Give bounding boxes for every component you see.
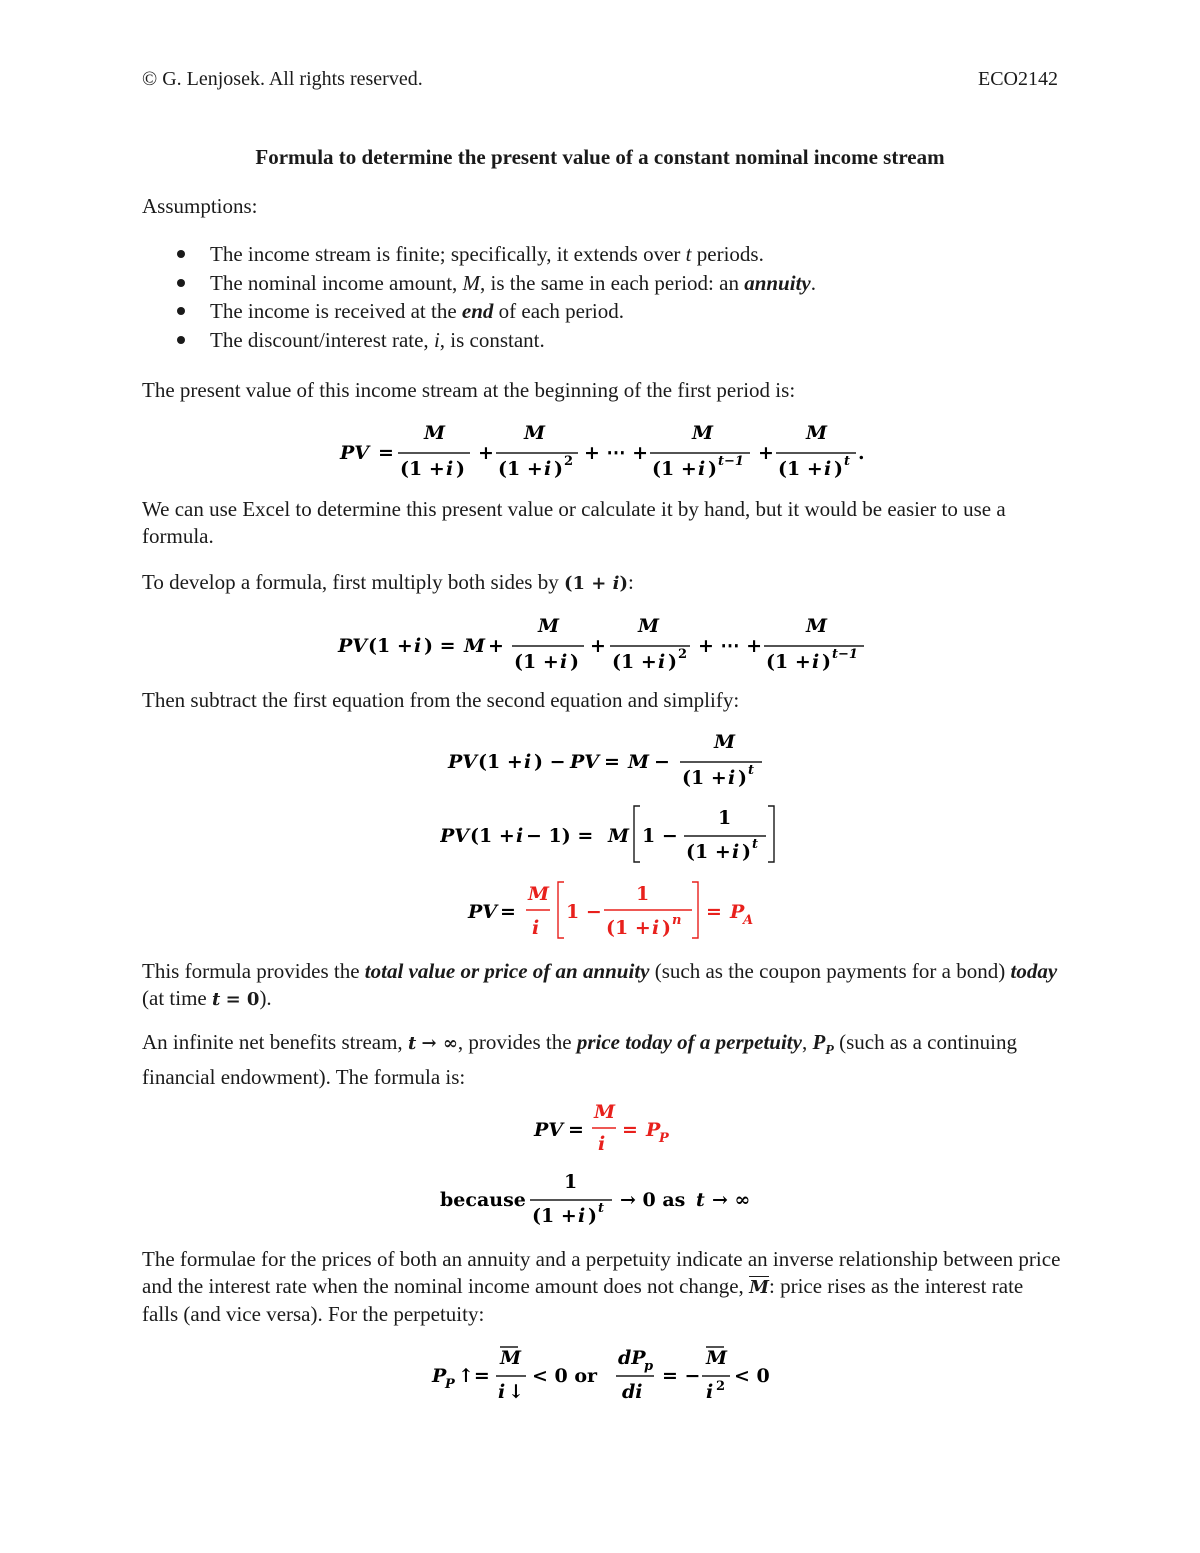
equation-factored	[440, 802, 800, 872]
svg-text:i: i	[532, 917, 540, 939]
svg-text:=: =	[500, 901, 516, 923]
svg-text:P: P	[646, 1119, 661, 1141]
svg-text:−: −	[654, 751, 670, 773]
paragraph-excel-note: We can use Excel to determine this present value or calculate it by hand, but it would be easier to use a formula.	[142, 497, 1006, 548]
copyright-header: © G. Lenjosek. All rights reserved.	[142, 68, 423, 90]
svg-text:): )	[588, 1205, 597, 1227]
svg-text:+ ⋯ +: + ⋯ +	[698, 635, 763, 657]
svg-text:PV: PV	[448, 751, 478, 773]
paragraph-subtract: Then subtract the first equation from the second equation and simplify:	[142, 688, 740, 712]
svg-text:M: M	[500, 1347, 522, 1369]
svg-text:): )	[668, 651, 677, 673]
svg-text:(1 +: (1 +	[470, 825, 515, 847]
svg-text:→ 0 as: → 0 as	[620, 1189, 686, 1211]
svg-text:i: i	[578, 1205, 586, 1227]
svg-text:(1 +: (1 +	[766, 651, 811, 673]
svg-text:) −: ) −	[534, 751, 566, 773]
assumptions-list	[142, 240, 816, 354]
svg-text:↓: ↓	[508, 1381, 524, 1403]
svg-text:1 −: 1 −	[566, 901, 602, 923]
svg-text:p: p	[644, 1359, 654, 1374]
svg-text:i: i	[706, 1381, 714, 1403]
equation-difference	[440, 728, 780, 796]
svg-text:(1 +: (1 +	[778, 458, 823, 480]
svg-text:M: M	[524, 422, 546, 444]
svg-text:→ ∞: → ∞	[712, 1189, 751, 1211]
equation-pv-times-factor	[330, 608, 870, 680]
svg-text:PV: PV	[534, 1119, 564, 1141]
paragraph-present-value-intro: The present value of this income stream at the beginning of the first period is:	[142, 378, 796, 402]
svg-text:i: i	[598, 1133, 606, 1155]
svg-text:(1 +: (1 +	[498, 458, 543, 480]
svg-text:P: P	[659, 1131, 669, 1146]
svg-text:1 −: 1 −	[642, 825, 678, 847]
svg-text:M: M	[714, 731, 736, 753]
svg-text:): )	[822, 651, 831, 673]
list-item: The nominal income amount, M, is the same in each period: an annuity.	[142, 269, 816, 298]
svg-text:M: M	[692, 422, 714, 444]
svg-text:M: M	[638, 615, 660, 637]
svg-text:M: M	[464, 635, 486, 657]
svg-text:= −: = −	[662, 1365, 701, 1387]
svg-text:i: i	[658, 651, 666, 673]
svg-text:n: n	[672, 913, 682, 928]
svg-text:t−1: t−1	[718, 454, 744, 469]
svg-text:t: t	[752, 837, 759, 852]
svg-text:(1 +: (1 +	[606, 917, 651, 939]
svg-text:M: M	[806, 615, 828, 637]
course-code-header: ECO2142	[978, 68, 1058, 90]
svg-text:i: i	[652, 917, 660, 939]
equation-derivative	[430, 1340, 780, 1412]
paragraph-annuity-price: This formula provides the total value or price of an annuity (such as the coupon payments for a bond) today (at time t = 0).	[142, 959, 1058, 1010]
svg-text:PV: PV	[340, 442, 370, 464]
svg-text:+: +	[478, 442, 494, 464]
svg-text:1: 1	[564, 1171, 578, 1193]
svg-text:i: i	[728, 767, 736, 789]
svg-text:+: +	[590, 635, 606, 657]
svg-text:(1 +: (1 +	[652, 458, 697, 480]
equation-pv-sum	[330, 415, 870, 487]
svg-text:M: M	[706, 1347, 728, 1369]
svg-text:): )	[708, 458, 717, 480]
svg-text:i: i	[824, 458, 832, 480]
svg-text:(1 +: (1 +	[612, 651, 657, 673]
svg-text:PV: PV	[468, 901, 498, 923]
svg-text:M: M	[424, 422, 446, 444]
svg-text:i: i	[414, 635, 422, 657]
svg-text:+ ⋯ +: + ⋯ +	[584, 442, 649, 464]
svg-text:): )	[662, 917, 671, 939]
svg-text:i: i	[560, 651, 568, 673]
svg-text:i: i	[698, 458, 706, 480]
svg-text:): )	[742, 841, 751, 863]
svg-text:i: i	[544, 458, 552, 480]
svg-text:i: i	[812, 651, 820, 673]
svg-text:=: =	[706, 901, 722, 923]
svg-text:t: t	[748, 763, 755, 778]
svg-text:(1 +: (1 +	[478, 751, 523, 773]
svg-text:(1 +: (1 +	[682, 767, 727, 789]
svg-text:) =: ) =	[424, 635, 456, 657]
svg-text:i: i	[732, 841, 740, 863]
svg-text:t: t	[598, 1201, 605, 1216]
svg-text:+: +	[758, 442, 774, 464]
svg-text:): )	[456, 458, 465, 480]
svg-text:(1 +: (1 +	[514, 651, 559, 673]
assumptions-label: Assumptions:	[142, 194, 258, 218]
svg-text:): )	[834, 458, 843, 480]
list-item: The discount/interest rate, i, is constant.	[142, 326, 816, 355]
list-item: The income stream is finite; specifically, it extends over t periods.	[142, 240, 816, 269]
svg-text:2: 2	[678, 647, 688, 662]
svg-text:P: P	[432, 1365, 447, 1387]
svg-text:i: i	[498, 1381, 506, 1403]
svg-text:M: M	[528, 883, 550, 905]
svg-text:< 0 or: < 0 or	[532, 1365, 598, 1387]
svg-text:=: =	[378, 442, 394, 464]
equation-limit	[436, 1166, 776, 1236]
svg-text:2: 2	[716, 1379, 726, 1394]
equation-annuity-price	[460, 878, 760, 946]
svg-text:P: P	[445, 1377, 455, 1392]
svg-text:M: M	[628, 751, 650, 773]
svg-text:): )	[738, 767, 747, 789]
paragraph-perpetuity: An infinite net benefits stream, t → ∞, provides the price today of a perpetuity, $P_P$ (such as a continuing financial endowment). The formula is:	[142, 1030, 1017, 1090]
svg-text:1: 1	[636, 883, 650, 905]
svg-text:PV: PV	[440, 825, 470, 847]
svg-text:M: M	[594, 1101, 616, 1123]
svg-text:(1 +: (1 +	[532, 1205, 577, 1227]
list-item: The income is received at the end of each period.	[142, 297, 816, 326]
svg-text:1: 1	[718, 807, 732, 829]
svg-text:2: 2	[564, 454, 574, 469]
svg-text:M: M	[538, 615, 560, 637]
svg-text:P: P	[730, 901, 745, 923]
svg-text:): )	[570, 651, 579, 673]
svg-text:.: .	[858, 442, 865, 464]
svg-text:↑=: ↑=	[458, 1365, 490, 1387]
svg-text:− 1) =: − 1) =	[526, 825, 594, 847]
svg-text:i: i	[446, 458, 454, 480]
equation-perpetuity-price	[530, 1098, 690, 1160]
svg-text:M: M	[608, 825, 630, 847]
svg-text:because: because	[440, 1189, 526, 1211]
svg-text:(1 +: (1 +	[400, 458, 445, 480]
svg-text:t−1: t−1	[832, 647, 858, 662]
svg-text:M: M	[806, 422, 828, 444]
svg-text:PV: PV	[338, 635, 368, 657]
paragraph-multiply: To develop a formula, first multiply both sides by (1 + i):	[142, 570, 634, 594]
svg-text:(1 +: (1 +	[686, 841, 731, 863]
svg-text:< 0: < 0	[734, 1365, 770, 1387]
paragraph-inverse-relationship: The formulae for the prices of both an annuity and a perpetuity indicate an inverse relationship between price and the interest rate when the nominal income amount does not change, $\overline{M}$: price rises as the interest rate falls (and vice versa). For the perpetuity:	[142, 1247, 1061, 1326]
svg-text:=: =	[568, 1119, 584, 1141]
svg-text:t: t	[696, 1189, 705, 1211]
svg-text:PV: PV	[570, 751, 600, 773]
svg-text:i: i	[516, 825, 524, 847]
svg-text:): )	[554, 458, 563, 480]
svg-text:(1 +: (1 +	[368, 635, 413, 657]
svg-text:=: =	[622, 1119, 638, 1141]
page-title: Formula to determine the present value of a constant nominal income stream	[255, 145, 945, 169]
svg-text:t: t	[844, 454, 851, 469]
svg-text:dP: dP	[618, 1347, 646, 1369]
svg-text:di: di	[622, 1381, 643, 1403]
svg-text:+: +	[488, 635, 504, 657]
svg-text:=: =	[604, 751, 620, 773]
svg-text:A: A	[743, 913, 754, 928]
svg-text:i: i	[524, 751, 532, 773]
